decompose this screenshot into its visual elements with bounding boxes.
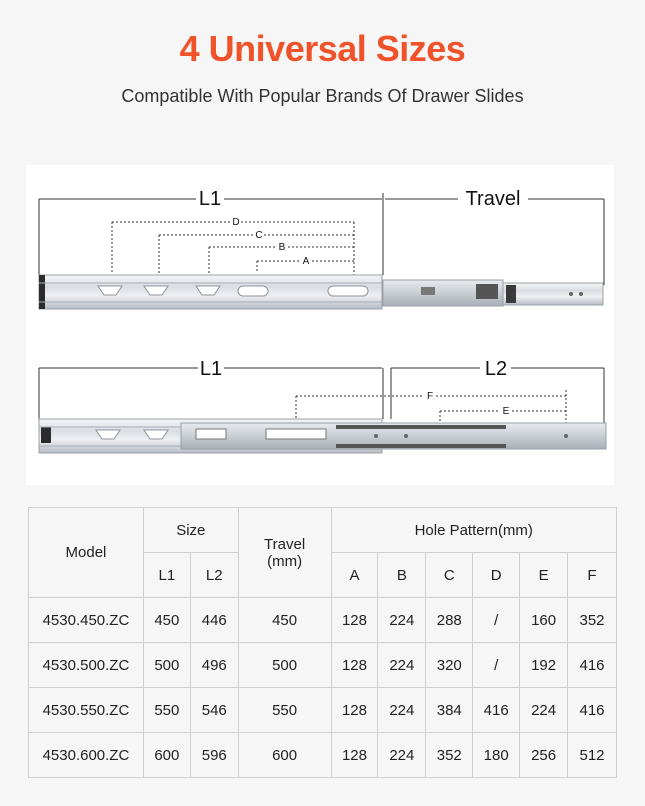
cell-l2: 446	[190, 598, 238, 643]
cell-e: 160	[520, 598, 568, 643]
dimension-e-label: E	[502, 406, 510, 417]
cell-a: 128	[331, 643, 378, 688]
header-c: C	[426, 553, 473, 598]
cell-d: /	[473, 598, 520, 643]
cell-b: 224	[378, 598, 426, 643]
header-travel: Travel (mm)	[238, 508, 331, 598]
cell-a: 128	[331, 688, 378, 733]
cell-a: 128	[331, 733, 378, 778]
bottom-l1-label: L1	[199, 358, 223, 380]
cell-c: 288	[426, 598, 473, 643]
cell-travel: 500	[238, 643, 331, 688]
page-title: 4 Universal Sizes	[179, 28, 466, 69]
cell-l1: 450	[143, 598, 190, 643]
cell-travel: 450	[238, 598, 331, 643]
cell-f: 352	[568, 598, 617, 643]
dimension-f-label: F	[426, 391, 434, 402]
page-subtitle: Compatible With Popular Brands Of Drawer Slides	[121, 86, 524, 106]
header-e: E	[520, 553, 568, 598]
table-row	[29, 598, 617, 643]
header-l2: L2	[190, 553, 238, 598]
top-slide-image	[39, 275, 603, 309]
cell-d: 416	[473, 688, 520, 733]
cell-b: 224	[378, 733, 426, 778]
cell-f: 416	[568, 643, 617, 688]
cell-e: 224	[520, 688, 568, 733]
cell-d: /	[473, 643, 520, 688]
cell-d: 180	[473, 733, 520, 778]
top-travel-label: Travel	[465, 188, 521, 210]
slide-dimension-diagram	[26, 165, 614, 485]
cell-c: 384	[426, 688, 473, 733]
header-l1: L1	[143, 553, 190, 598]
cell-e: 256	[520, 733, 568, 778]
table-row	[29, 643, 617, 688]
cell-model: 4530.500.ZC	[29, 643, 144, 688]
cell-travel: 550	[238, 688, 331, 733]
table-row	[29, 733, 617, 778]
cell-c: 320	[426, 643, 473, 688]
dimension-a-label: A	[302, 256, 310, 267]
dimension-c-label: C	[255, 230, 263, 241]
header-model: Model	[29, 508, 144, 598]
cell-l1: 500	[143, 643, 190, 688]
header-hole-pattern: Hole Pattern(mm)	[331, 508, 617, 553]
bottom-l2-label: L2	[484, 358, 508, 380]
cell-l2: 496	[190, 643, 238, 688]
header-d: D	[473, 553, 520, 598]
cell-f: 416	[568, 688, 617, 733]
cell-b: 224	[378, 643, 426, 688]
header-f: F	[568, 553, 617, 598]
dimension-b-label: B	[278, 242, 286, 253]
cell-model: 4530.600.ZC	[29, 733, 144, 778]
cell-e: 192	[520, 643, 568, 688]
cell-model: 4530.450.ZC	[29, 598, 144, 643]
header-b: B	[378, 553, 426, 598]
diagram-svg	[26, 165, 614, 485]
cell-c: 352	[426, 733, 473, 778]
cell-travel: 600	[238, 733, 331, 778]
header-a: A	[331, 553, 378, 598]
top-l1-label: L1	[198, 188, 222, 210]
cell-a: 128	[331, 598, 378, 643]
dimension-d-label: D	[232, 217, 240, 228]
cell-model: 4530.550.ZC	[29, 688, 144, 733]
table-row	[29, 688, 617, 733]
cell-l2: 546	[190, 688, 238, 733]
cell-f: 512	[568, 733, 617, 778]
size-spec-table	[28, 507, 617, 778]
bottom-slide-image	[39, 419, 606, 453]
cell-l1: 600	[143, 733, 190, 778]
header-size: Size	[143, 508, 238, 553]
cell-l1: 550	[143, 688, 190, 733]
cell-b: 224	[378, 688, 426, 733]
cell-l2: 596	[190, 733, 238, 778]
